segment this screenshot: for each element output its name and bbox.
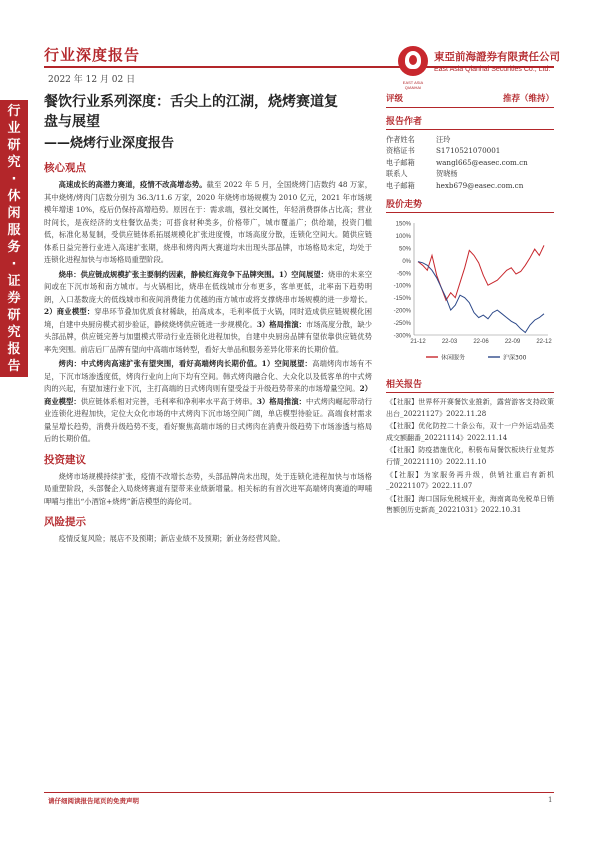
y-tick-label: -100% <box>393 283 411 290</box>
y-tick-label: -250% <box>393 321 411 328</box>
section-heading-risk: 风险提示 <box>44 516 86 528</box>
y-tick-label: 100% <box>395 233 411 240</box>
side-band-char: 研 <box>7 307 21 323</box>
info-row: 资格证书 S1710521070001 <box>386 146 501 156</box>
info-row[interactable]: 电子邮箱 wangl665@easec.com.cn <box>386 157 528 167</box>
logo-tagline: EAST ASIA QIANHAI <box>402 80 424 90</box>
main-column <box>44 92 372 548</box>
info-row: 作者姓名 汪玲 <box>386 135 451 144</box>
x-tick-label: 22-03 <box>441 339 458 346</box>
info-row[interactable]: 电子邮箱 hexb679@easec.com.cn <box>386 180 524 190</box>
document-title <box>44 92 372 132</box>
company-name-en: East Asia Qianhai Securities Co., Ltd. <box>434 66 551 73</box>
section-heading-invest: 投资建议 <box>44 453 86 466</box>
footer-disclaimer: 请仔细阅读报告尾页的免责声明 <box>48 797 139 805</box>
related-report-item[interactable]: 《【社服】海口国际免税城开业，海南离岛免税单日销售额创历史新高_20221031》2022.10.31 <box>386 494 554 515</box>
related-report-item[interactable]: 《【社服】防疫措施优化，积极布局餐饮板块行业复苏行情_20221110》2022.11.10 <box>386 446 554 466</box>
side-band-char: 休 <box>7 188 21 204</box>
paragraph-growth: 高速成长的高潜力赛道，疫情不改高增态势。截至 2022 年 5 月，全国烧烤门店数约 48 万家，其中烧烤/烤肉门店数分别为 36.3/11.6 万家，2020 年烧烤市场规模为 2010 亿元，2021 年市场规模年增速 10%，疫后仍保持高增趋势。原因在于：需求端，强社交属性，年轻消费群体占比高；营业时间长，是夜经济的支柱餐饮品类；可搭食材种类多，价格带广，城市覆盖广；供给端，投资门槛低，标准化易复制，受供应链体系拓展规模化扩张进度慢，市场高度分散，连锁化空间大。随供应链体系日益完善行业进入高速扩张期，烧串和烤肉两大赛道均未出现头部品牌，市场格局未定，均处于连锁化进程加快与市场格局重塑阶段。 <box>44 180 373 264</box>
related-report-item[interactable]: 《【社服】为家服务再升级，供销社重启有新机_20221107》2022.11.07 <box>386 470 554 491</box>
side-band-char: 究 <box>7 154 21 170</box>
related-reports-list <box>386 397 554 517</box>
author-info <box>386 134 554 191</box>
side-band-char: 证 <box>7 273 21 289</box>
y-tick-label: 0% <box>402 258 411 265</box>
paragraph-invest: 烧烤市场规模持续扩张，疫情不改增长态势，头部品牌尚未出现，处于连锁化进程加快与市场格局重塑阶段，头部餐企入局烧烤赛道有望带来业绩新增量。相关标的有首次进军高端烤肉赛道的呷哺呷哺与推出“小酒馆+烧烤”新店模型的海伦司。 <box>44 471 372 506</box>
side-band-char: 研 <box>7 137 21 153</box>
paragraph-risk: 疫情反复风险；展店不及预期；新店业绩不及预期；新业务经营风险。 <box>58 534 285 543</box>
side-band-char: 券 <box>7 290 21 306</box>
side-category-band <box>0 100 28 377</box>
side-band-char: 究 <box>7 324 21 340</box>
side-band-char: 服 <box>7 222 21 238</box>
stock-trend-chart <box>386 217 554 367</box>
side-band-char: 务 <box>7 239 21 255</box>
report-type-title: 行业深度报告 <box>44 46 141 64</box>
y-tick-label: -150% <box>393 296 411 303</box>
rating-label: 评级 <box>386 94 404 104</box>
side-band-char: · <box>11 256 17 272</box>
document-subtitle: ——烧烤行业深度报告 <box>44 136 175 151</box>
y-tick-label: -300% <box>393 333 411 340</box>
paragraph-bbq-meat: 烤肉：中式烤肉高速扩张有望突围，看好高端烤肉长期价值。1）空间展望：高端烤肉市场有不足，下沉市场渗透度低，烤肉行业向上向下均有空间。韩式烤肉融合化、大众化以及低客单的中式烤肉的兴起，有望加速行业下沉，主打高端的日式烤肉则有望受益于升级趋势带来的市场增量空间。2）商业模型：供应链体系相对完善，毛利率和净利率水平高于烤串。3）格局推演：中式烤肉崛起带动行业连锁化进程加快，定位大众化市场的中式烤肉下沉市场空间广阔，单店模型待验证。高端食材需求量呈增长趋势，消费升级趋势不变，看好聚焦高端市场的日式烤肉在消费升级趋势下市场渗透与格局后的长期价值。 <box>44 359 373 443</box>
side-band-char: 报 <box>7 341 21 357</box>
side-band-char: · <box>11 171 17 187</box>
x-tick-label: 22-12 <box>536 339 552 346</box>
side-band-char: 告 <box>7 358 21 374</box>
y-tick-label: 50% <box>398 246 411 253</box>
report-date: 2022 年 12 月 02 日 <box>48 75 136 85</box>
y-tick-label: -200% <box>393 308 411 315</box>
side-band-char: 闲 <box>7 205 21 221</box>
side-band-char: 业 <box>7 120 21 136</box>
related-report-item[interactable]: 《【社服】世界杯开赛餐饮业推新，露营游客支持政策出台_20221127》2022.11.28 <box>386 398 554 418</box>
footer-divider <box>44 792 554 793</box>
legend-label: 休闲服务 <box>441 354 466 362</box>
side-band-char: 行 <box>7 103 21 119</box>
y-tick-label: -50% <box>396 271 411 278</box>
section-heading-core: 核心观点 <box>44 162 86 174</box>
series-line <box>418 262 544 333</box>
company-logo <box>398 46 560 90</box>
info-row: 联系人 贺晓杨 <box>386 169 458 179</box>
x-tick-label: 21-12 <box>410 339 426 346</box>
section-heading-author: 报告作者 <box>386 114 554 130</box>
related-report-item[interactable]: 《【社服】优化防控二十条公布，双十一户外运动品类成交额翻番_20221114》2022.11.14 <box>386 422 554 442</box>
series-line <box>418 245 544 300</box>
page-number: 1 <box>548 796 553 804</box>
section-heading-trend: 股价走势 <box>386 197 554 213</box>
legend-label: 沪深300 <box>503 354 527 362</box>
x-tick-label: 22-09 <box>504 339 521 346</box>
section-heading-related: 相关报告 <box>386 377 554 393</box>
rating-row <box>386 92 554 108</box>
company-name-cn: 東亞前海證券有限责任公司 <box>434 51 560 63</box>
rating-value: 推荐（维持） <box>502 94 554 104</box>
paragraph-skewer: 烧串：供应链成规模扩张主要制约因素，静候红海竞争下品牌突围。1）空间展望：烧串的未来空间或在下沉市场和南方城市。与火锅相比，烧串在低线城市分布更多，客单更低，北率南下趋势明朗，入口基数庞大的低线城市和夜间消费能力优越的南方城市或将支撑烧串市场规模的进一步增长。2）商业模型：穿串环节叠加优质食材稀缺，拍高成本，毛利率低于火锅，同时造成供应链规模化困境，自建中央厨房模式初步验证，静候烧烤供应链进一步规模化。3）格局推演：市场高度分散，缺少头部品牌，供应链完善与加盟模式带动行业连锁化进程加快，自建中央厨房品牌有望依靠供应链优势率先突围。前店后厂品牌有望向中高端市场转型，看好大单品和服务差异化带来的长期价值。 <box>44 269 373 354</box>
title-line-1: 餐饮行业系列深度：舌尖上的江湖，烧烤赛道复 <box>44 94 338 110</box>
company-logo-icon <box>398 46 428 90</box>
x-tick-label: 22-06 <box>473 339 489 346</box>
sidebar-column <box>386 92 554 518</box>
y-tick-label: 150% <box>395 221 411 228</box>
title-line-2: 盘与展望 <box>44 114 100 130</box>
